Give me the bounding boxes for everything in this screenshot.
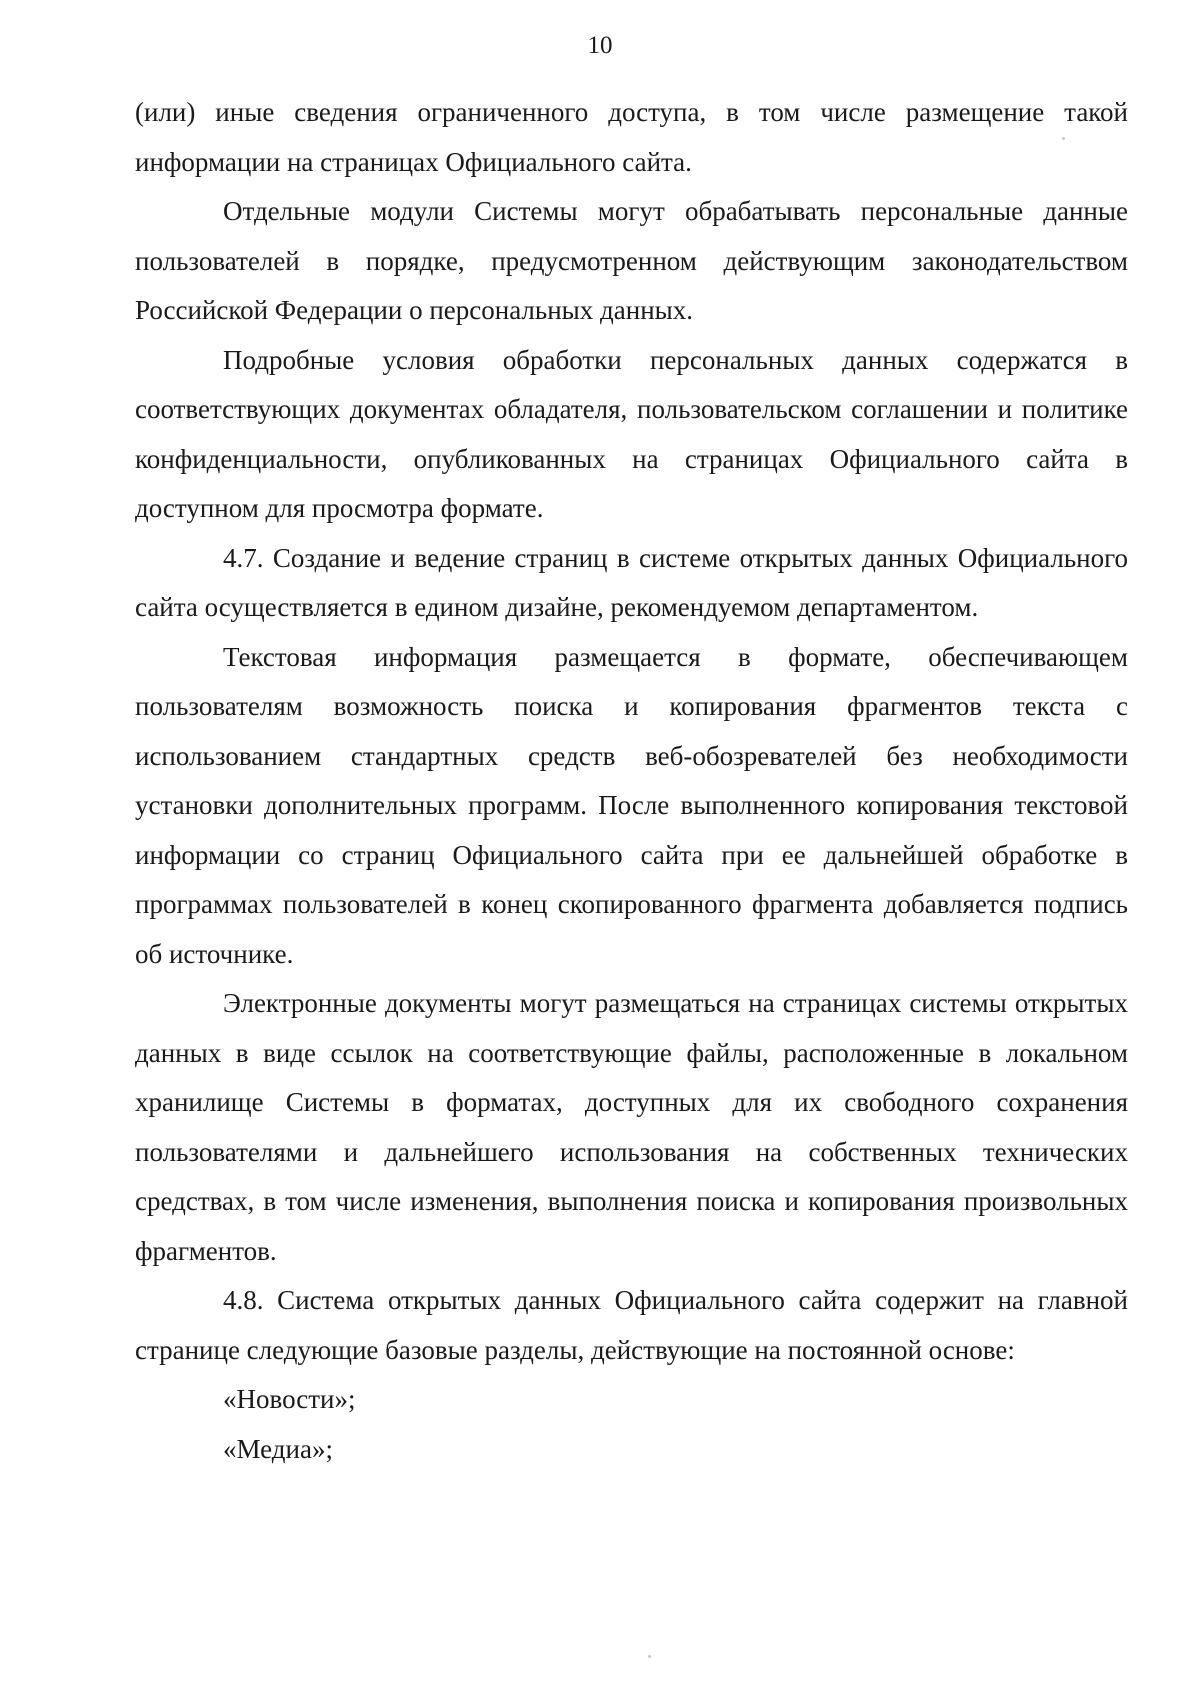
paragraph-electronic-documents: Электронные документы могут размещаться на страницах системы открытых данных в виде ссылок на соответствующие файлы, расположенные в локальном хранилище Системы в форматах, доступных для их свободного сохранения пользователями и дальнейшего использования на собственных технических средствах, в том числе изменения, выполнения поиска и копирования произвольных фрагментов.	[135, 988, 1128, 1266]
paragraph-personal-data-modules: Отдельные модули Системы могут обрабатывать персональные данные пользователей в порядке, предусмотренном действующим законодательством Российской Федерации о персональных данных.	[135, 196, 1128, 325]
document-body	[135, 88, 1128, 1474]
scan-speck	[1062, 137, 1065, 140]
list-item-news: «Новости»;	[223, 1384, 356, 1414]
list-item-media: «Медиа»;	[223, 1433, 333, 1464]
paragraph-section-4-7: 4.7. Создание и ведение страниц в системе открытых данных Официального сайта осуществляется в едином дизайне, рекомендуемом департаментом.	[135, 542, 1128, 622]
paragraph-personal-data-conditions: Подробные условия обработки персональных данных содержатся в соответствующих документах обладателя, пользовательском соглашении и политике конфиденциальности, опубликованных на страницах Официального сайта в доступном для просмотра формате.	[135, 344, 1128, 523]
paragraph-text-information: Текстовая информация размещается в формате, обеспечивающем пользователям возможность поиска и копирования фрагментов текста с использованием стандартных средств веб-обозревателей без необходимости установки дополнительных программ. После выполненного копирования текстовой информации со страниц Официального сайта при ее дальнейшей обработке в программах пользователей в конец скопированного фрагмента добавляется подпись об источнике.	[135, 641, 1128, 969]
paragraph-section-4-8: 4.8. Система открытых данных Официального сайта содержит на главной странице следующие базовые разделы, действующие на постоянной основе:	[135, 1285, 1128, 1365]
page-number: 10	[587, 32, 613, 59]
paragraph-restricted-info: (или) иные сведения ограниченного доступа, в том числе размещение такой информации на страницах Официального сайта.	[135, 97, 1128, 177]
scan-speck	[648, 1655, 651, 1658]
